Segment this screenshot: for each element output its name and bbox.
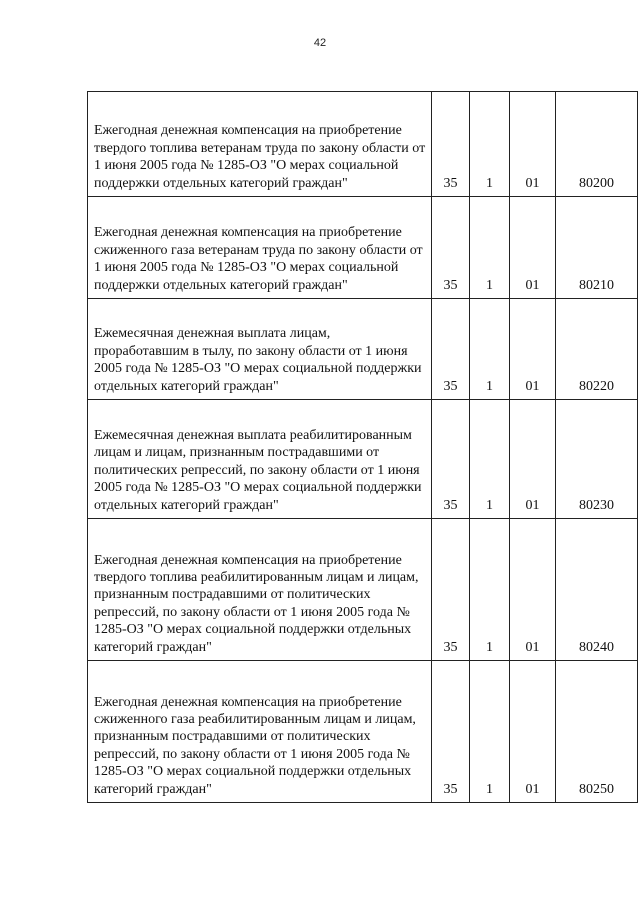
table-row	[88, 299, 638, 400]
row-code-cell: 35	[432, 661, 470, 803]
row-code-cell: 01	[510, 400, 556, 519]
row-code-cell: 80200	[556, 92, 638, 197]
row-description: Ежегодная денежная компенсация на приобретение твердого топлива реабилитированным лицам и лицам, признанным пострадавшими от политических репрессий, по закону области от 1 июня 2005 года № 1285-ОЗ "О мерах социальной поддержки отдельных категорий граждан"	[94, 552, 419, 655]
row-code-cell: 80220	[556, 299, 638, 400]
row-description-cell	[88, 197, 432, 299]
table-row	[88, 519, 638, 661]
row-code-cell: 80250	[556, 661, 638, 803]
row-description: Ежегодная денежная компенсация на приобретение сжиженного газа реабилитированным лицам и лицам, признанным пострадавшими от политических репрессий, по закону области от 1 июня 2005 года № 1285-ОЗ "О мерах социальной поддержки отдельных категорий граждан"	[94, 694, 416, 797]
table-row	[88, 661, 638, 803]
row-code-cell: 35	[432, 519, 470, 661]
row-code-cell: 80230	[556, 400, 638, 519]
table-body	[88, 92, 638, 803]
row-code-cell: 35	[432, 400, 470, 519]
row-description-cell	[88, 299, 432, 400]
row-description: Ежемесячная денежная выплата лицам, проработавшим в тылу, по закону области от 1 июня 2005 года № 1285-ОЗ "О мерах социальной поддержки отдельных категорий граждан"	[94, 326, 422, 394]
row-code-cell: 1	[470, 92, 510, 197]
row-code-cell: 01	[510, 661, 556, 803]
row-code-cell: 35	[432, 92, 470, 197]
row-code-cell: 1	[470, 197, 510, 299]
row-code-cell: 1	[470, 299, 510, 400]
row-code-cell: 01	[510, 519, 556, 661]
row-code-cell: 1	[470, 400, 510, 519]
row-code-cell: 80240	[556, 519, 638, 661]
row-description-cell	[88, 661, 432, 803]
row-code-cell: 01	[510, 299, 556, 400]
page-number: 42	[313, 37, 327, 49]
row-code-cell: 35	[432, 197, 470, 299]
row-description: Ежегодная денежная компенсация на приобретение твердого топлива ветеранам труда по закону области от 1 июня 2005 года № 1285-ОЗ "О мерах социальной поддержки отдельных категорий граждан"	[94, 123, 426, 191]
row-code-cell: 35	[432, 299, 470, 400]
table-row	[88, 92, 638, 197]
row-description: Ежегодная денежная компенсация на приобретение сжиженного газа ветеранам труда по закону области от 1 июня 2005 года № 1285-ОЗ "О мерах социальной поддержки отдельных категорий граждан"	[94, 225, 423, 293]
budget-table	[87, 91, 638, 803]
table-row	[88, 197, 638, 299]
row-code-cell: 01	[510, 92, 556, 197]
row-description: Ежемесячная денежная выплата реабилитированным лицам и лицам, признанным пострадавшими от политических репрессий, по закону области от 1 июня 2005 года № 1285-ОЗ "О мерах социальной поддержки отдельных категорий граждан"	[94, 427, 422, 513]
row-description-cell	[88, 92, 432, 197]
row-code-cell: 01	[510, 197, 556, 299]
table-row	[88, 400, 638, 519]
row-description-cell	[88, 519, 432, 661]
row-description-cell	[88, 400, 432, 519]
row-code-cell: 1	[470, 661, 510, 803]
row-code-cell: 1	[470, 519, 510, 661]
row-code-cell: 80210	[556, 197, 638, 299]
